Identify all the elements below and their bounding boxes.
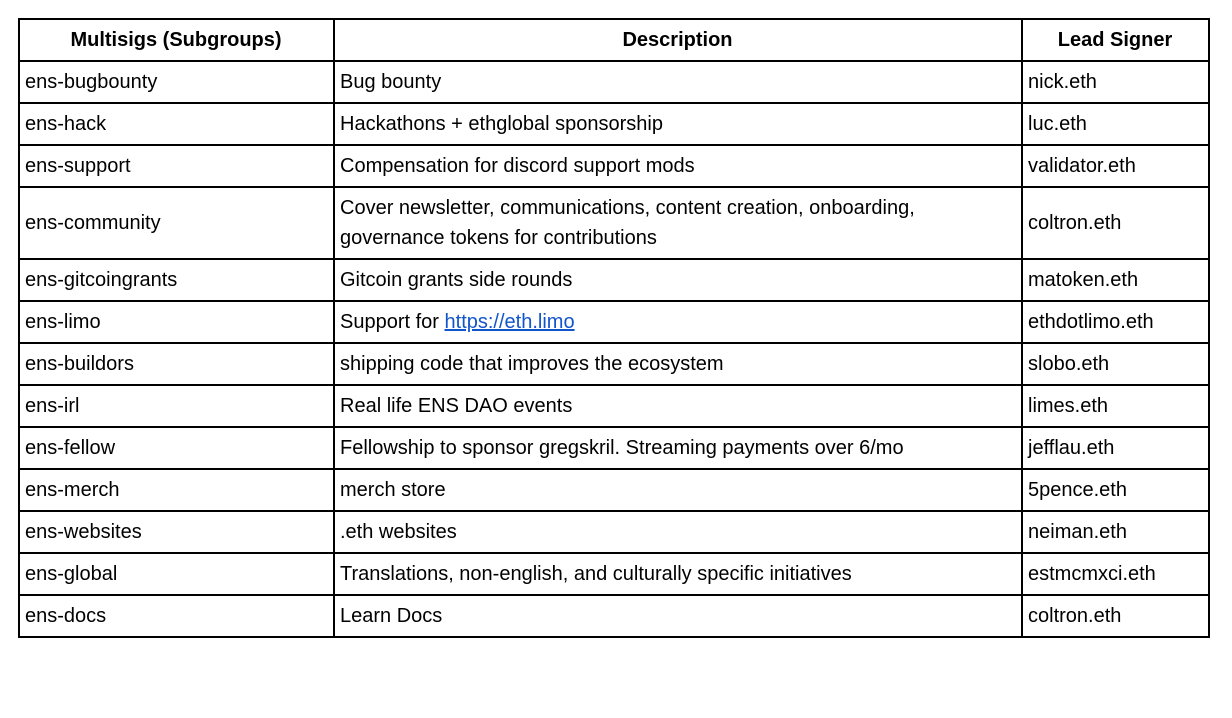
table-row xyxy=(19,61,1209,103)
multisig-cell: ens-fellow xyxy=(19,427,334,469)
table-row xyxy=(19,343,1209,385)
description-cell: Support for https://eth.limo xyxy=(334,301,1022,343)
description-cell: Translations, non-english, and culturally specific initiatives xyxy=(334,553,1022,595)
table-row xyxy=(19,511,1209,553)
table-row xyxy=(19,187,1209,259)
multisig-cell: ens-bugbounty xyxy=(19,61,334,103)
lead-signer-cell: estmcmxci.eth xyxy=(1022,553,1209,595)
multisig-cell: ens-community xyxy=(19,187,334,259)
lead-signer-cell: limes.eth xyxy=(1022,385,1209,427)
multisig-cell: ens-gitcoingrants xyxy=(19,259,334,301)
multisig-cell: ens-docs xyxy=(19,595,334,637)
multisig-cell: ens-hack xyxy=(19,103,334,145)
description-cell: Compensation for discord support mods xyxy=(334,145,1022,187)
column-header-description: Description xyxy=(334,19,1022,61)
multisig-cell: ens-global xyxy=(19,553,334,595)
table-row xyxy=(19,427,1209,469)
lead-signer-cell: jefflau.eth xyxy=(1022,427,1209,469)
multisig-cell: ens-irl xyxy=(19,385,334,427)
multisig-cell: ens-merch xyxy=(19,469,334,511)
description-cell: Fellowship to sponsor gregskril. Streaming payments over 6/mo xyxy=(334,427,1022,469)
lead-signer-cell: validator.eth xyxy=(1022,145,1209,187)
lead-signer-cell: slobo.eth xyxy=(1022,343,1209,385)
lead-signer-cell: neiman.eth xyxy=(1022,511,1209,553)
table-row xyxy=(19,553,1209,595)
table-row xyxy=(19,469,1209,511)
description-link[interactable]: https://eth.limo xyxy=(444,311,575,333)
description-cell: Hackathons + ethglobal sponsorship xyxy=(334,103,1022,145)
table-row xyxy=(19,595,1209,637)
description-cell: .eth websites xyxy=(334,511,1022,553)
lead-signer-cell: 5pence.eth xyxy=(1022,469,1209,511)
multisig-cell: ens-buildors xyxy=(19,343,334,385)
lead-signer-cell: ethdotlimo.eth xyxy=(1022,301,1209,343)
header-row xyxy=(19,19,1209,61)
table-row xyxy=(19,103,1209,145)
lead-signer-cell: matoken.eth xyxy=(1022,259,1209,301)
table-body xyxy=(19,61,1209,637)
table-row xyxy=(19,259,1209,301)
table-row xyxy=(19,385,1209,427)
description-cell: merch store xyxy=(334,469,1022,511)
column-header-lead-signer: Lead Signer xyxy=(1022,19,1209,61)
multisig-cell: ens-support xyxy=(19,145,334,187)
description-cell: Bug bounty xyxy=(334,61,1022,103)
description-cell: Real life ENS DAO events xyxy=(334,385,1022,427)
multisig-subgroups-table xyxy=(18,18,1210,638)
description-cell: Cover newsletter, communications, content creation, onboarding, governance tokens for contributions xyxy=(334,187,1022,259)
description-cell: Gitcoin grants side rounds xyxy=(334,259,1022,301)
column-header-multisigs: Multisigs (Subgroups) xyxy=(19,19,334,61)
multisig-cell: ens-websites xyxy=(19,511,334,553)
lead-signer-cell: coltron.eth xyxy=(1022,187,1209,259)
description-cell: Learn Docs xyxy=(334,595,1022,637)
lead-signer-cell: coltron.eth xyxy=(1022,595,1209,637)
lead-signer-cell: nick.eth xyxy=(1022,61,1209,103)
lead-signer-cell: luc.eth xyxy=(1022,103,1209,145)
multisig-cell: ens-limo xyxy=(19,301,334,343)
description-cell: shipping code that improves the ecosystem xyxy=(334,343,1022,385)
table-row xyxy=(19,301,1209,343)
table-row xyxy=(19,145,1209,187)
